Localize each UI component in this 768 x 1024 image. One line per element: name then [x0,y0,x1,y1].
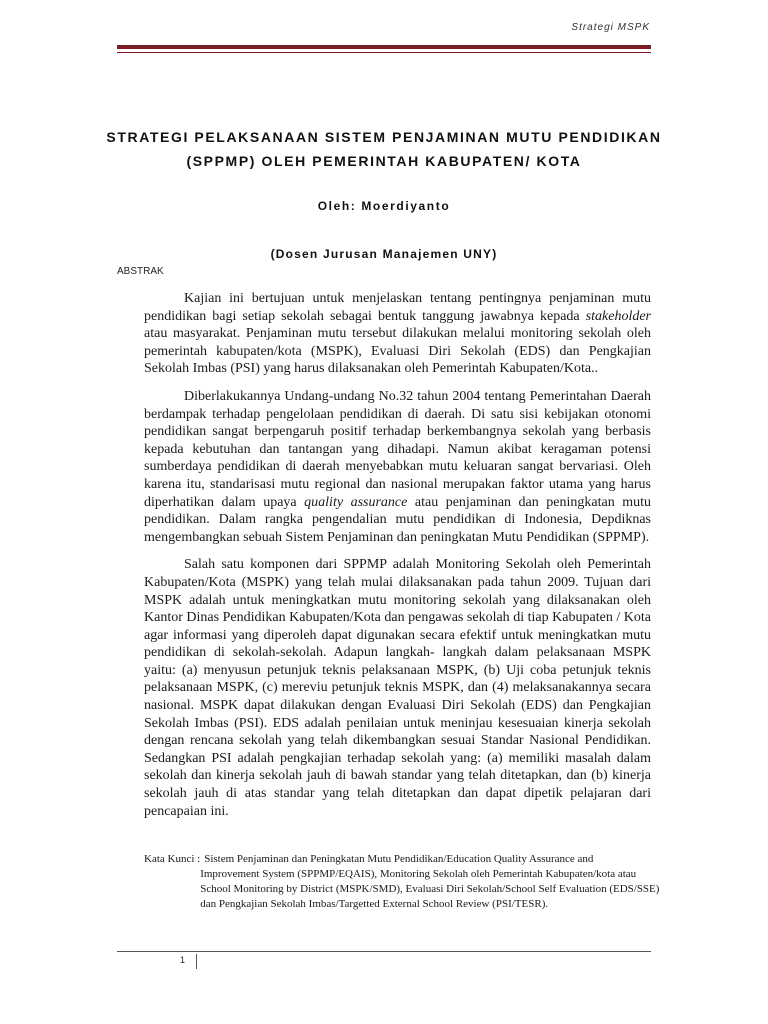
header-rule-thick [117,45,651,49]
abstract-body [144,290,651,830]
keywords-text [200,852,664,912]
document-title [100,125,668,173]
keywords-line-1: Sistem Penjaminan dan Peningkatan Mutu Pendidikan/Education Quality Assurance and [204,853,594,865]
abstract-label: ABSTRAK [117,266,164,277]
affiliation-line: (Dosen Jurusan Manajemen UNY) [270,247,498,261]
page-number: 1 [180,955,186,965]
running-header: Strategi MSPK [571,22,650,33]
keywords-rest: Improvement System (SPPMP/EQAIS), Monitoring Sekolah oleh Pemerintah Kabupaten/kota atau School Monitoring by District (MSPK/SMD), Evaluasi Diri Sekolah/School Self Evaluation (EDS/SSE) dan Pengkajian Sekolah Imbas/Targetted External School Review (PSI/TESR). [200,868,660,910]
header-rule-thin [117,52,651,53]
term-stakeholder: stakeholder [585,308,651,324]
author-line: Oleh: Moerdiyanto [317,199,451,213]
term-quality-assurance: quality assurance [304,494,408,510]
footer-rule [117,951,651,952]
title-line-2: (SPPMP) OLEH PEMERINTAH KABUPATEN/ KOTA [186,153,582,169]
paragraph-2: Diberlakukannya Undang-undang No.32 tahun 2004 tentang Pemerintahan Daerah berdampak terhadap pengelolaan pendidikan di daerah. Di satu sisi kebijakan otonomi pendidikan sangat berpengaruh positif terhadap berkembangnya sekolah yang berbasis kepada kebutuhan dan tantangan yang dihadapi. Namun akibat keragaman potensi sumberdaya pendidikan di daerah menyebabkan mutu keluaran sangat bervariasi. Oleh karena itu, standarisasi mutu regional dan nasional merupakan faktor utama yang harus diperhatikan dalam upaya quality assurance atau penjaminan dan peningkatan mutu pendidikan. Dalam rangka pengendalian mutu pendidikan di Indonesia, Depdiknas mengembangkan sebuah Sistem Penjaminan dan peningkatan Mutu Pendidikan (SPPMP). [144,388,652,545]
title-line-1: STRATEGI PELAKSANAAN SISTEM PENJAMINAN MUTU PENDIDIKAN [106,129,662,145]
page-number-divider [196,954,197,969]
paragraph-3: Salah satu komponen dari SPPMP adalah Monitoring Sekolah oleh Pemerintah Kabupaten/Kota (MSPK) yang telah mulai dilaksanakan pada tahun 2009. Tujuan dari MSPK adalah untuk meningkatkan mutu monitoring sekolah yang dilaksanakan oleh Kantor Dinas Pendidikan Kabupaten/Kota dan pengawas sekolah di tiap Kabupaten / Kota agar informasi yang diperoleh dapat digunakan secara efektif untuk meningkatkan mutu pendidikan di sekolah-sekolah. Adapun langkah- langkah dalam pelaksanaan MSPK yaitu: (a) menyusun petunjuk teknis pelaksanaan MSPK, (b) Uji coba petunjuk teknis pelaksanaan MSPK, (c) mereviu petunjuk teknis MSPK, dan (4) melaksanakannya secara nasional. MSPK dapat dilakukan dengan Evaluasi Diri Sekolah (EDS) dan Pengkajian Sekolah Imbas (PSI). EDS adalah penilaian untuk meninjau kesesuaian kinerja sekolah dengan rencana sekolah yang telah dikembangkan sesuai Standar Nasional Pendidikan. Sedangkan PSI adalah pengkajian terhadap sekolah yang: (a) memiliki masalah dalam sekolah dan kinerja sekolah jauh di bawah standar yang telah ditetapkan, dan (b) kinerja sekolah jauh di atas standar yang telah ditetapkan dan dapat dipetik pelajaran dari pencapaian ini. [144,557,651,819]
keywords-block [144,852,664,912]
paragraph-1: Kajian ini bertujuan untuk menjelaskan tentang pentingnya penjaminan mutu pendidikan bagi setiap sekolah sebagai bentuk tanggung jawabnya kepada stakeholder atau masyarakat. Penjaminan mutu tersebut dilakukan melalui monitoring sekolah oleh pemerintah kabupaten/kota (MSPK), Evaluasi Diri Sekolah (EDS) dan Pengkajian Sekolah Imbas (PSI) yang harus dilaksanakan oleh Pemerintah Kabupaten/Kota.. [144,291,651,377]
keywords-label: Kata Kunci : [144,853,201,865]
